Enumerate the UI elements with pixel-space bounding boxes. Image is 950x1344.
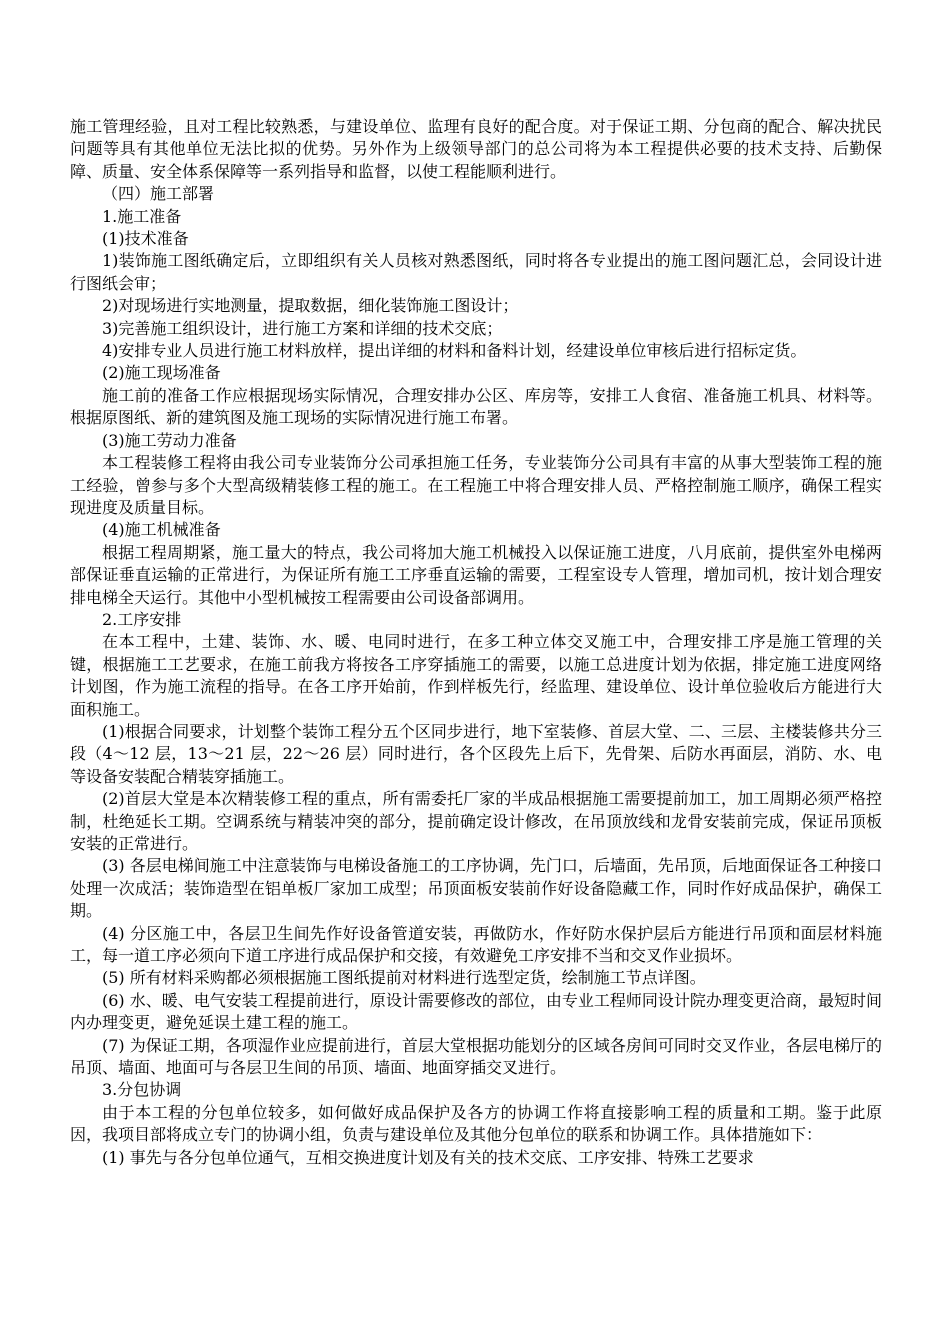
paragraph: (4) 分区施工中，各层卫生间先作好设备管道安装，再做防水，作好防水保护层后方能进行吊顶和面层材料施工，每一道工序必须向下道工序进行成品保护和交接，有效避免工序安排不当和交叉作业损坏。 xyxy=(70,923,882,966)
paragraph: 3.分包协调 xyxy=(102,1080,182,1100)
paragraph: 1.施工准备 xyxy=(102,206,182,226)
paragraph: 2.工序安排 xyxy=(102,609,182,629)
paragraph: 由于本工程的分包单位较多，如何做好成品保护及各方的协调工作将直接影响工程的质量和工期。鉴于此原因，我项目部将成立专门的协调小组，负责与建设单位及其他分包单位的联系和协调工作。具体措施如下： xyxy=(70,1102,882,1145)
paragraph: (1)技术准备 xyxy=(102,229,189,249)
paragraph: 本工程装修工程将由我公司专业装饰分公司承担施工任务，专业装饰分公司具有丰富的从事大型装饰工程的施工经验，曾参与多个大型高级精装修工程的施工。在工程施工中将合理安排人员、严格控制施工顺序，确保工程实现进度及质量目标。 xyxy=(70,453,882,517)
paragraph: (7) 为保证工期，各项湿作业应提前进行，首层大堂根据功能划分的区域各房间可同时交叉作业，各层电梯厅的吊顶、墙面、地面可与各层卫生间的吊顶、墙面、地面穿插交叉进行。 xyxy=(70,1035,882,1078)
document-body xyxy=(70,116,882,1169)
paragraph: 根据工程周期紧，施工量大的特点，我公司将加大施工机械投入以保证施工进度，八月底前，提供室外电梯两部保证垂直运输的正常进行，为保证所有施工工序垂直运输的需要，工程室设专人管理，增加司机，按计划合理安排电梯全天运行。其他中小型机械按工程需要由公司设备部调用。 xyxy=(70,542,882,607)
paragraph: 施工前的准备工作应根据现场实际情况，合理安排办公区、库房等，安排工人食宿、准备施工机具、材料等。根据原图纸、新的建筑图及施工现场的实际情况进行施工布署。 xyxy=(70,385,882,428)
paragraph: (2)首层大堂是本次精装修工程的重点，所有需委托厂家的半成品根据施工需要提前加工，加工周期必须严格控制，杜绝延长工期。空调系统与精装冲突的部分，提前确定设计修改，在吊顶放线和龙骨安装前完成，保证吊顶板安装的正常进行。 xyxy=(70,789,882,853)
paragraph: (1)根据合同要求，计划整个装饰工程分五个区同步进行，地下室装修、首层大堂、二、三层、主楼装修共分三段（4～12 层，13～21 层，22～26 层）同时进行，各个区段先上后下，先骨架、后防水再面层，消防、水、电等设备安装配合精装穿插施工。 xyxy=(70,721,882,786)
paragraph: 在本工程中，土建、装饰、水、暖、电同时进行，在多工种立体交叉施工中，合理安排工序是施工管理的关键，根据施工工艺要求，在施工前我方将按各工序穿插施工的需要，以施工总进度计划为依据，排定施工进度网络计划图，作为施工流程的指导。在各工序开始前，作到样板先行，经监理、建设单位、设计单位验收后方能进行大面积施工。 xyxy=(70,632,882,719)
paragraph: 施工管理经验，且对工程比较熟悉，与建设单位、监理有良好的配合度。对于保证工期、分包商的配合、解决扰民问题等具有其他单位无法比拟的优势。另外作为上级领导部门的总公司将为本工程提供必要的技术支持、后勤保障、质量、安全体系保障等一系列指导和监督，以使工程能顺利进行。 xyxy=(70,117,882,181)
paragraph: (6) 水、暖、电气安装工程提前进行，原设计需要修改的部位，由专业工程师同设计院办理变更洽商，最短时间内办理变更，避免延误土建工程的施工。 xyxy=(70,990,882,1033)
paragraph: (3)施工劳动力准备 xyxy=(102,430,237,450)
paragraph: 1)装饰施工图纸确定后，立即组织有关人员核对熟悉图纸，同时将各专业提出的施工图问题汇总，会同设计进行图纸会审； xyxy=(70,251,882,293)
paragraph: (4)施工机械准备 xyxy=(102,520,221,540)
paragraph: (2)施工现场准备 xyxy=(102,363,221,383)
paragraph: (1) 事先与各分包单位通气，互相交换进度计划及有关的技术交底、工序安排、特殊工艺要求 xyxy=(102,1147,754,1167)
paragraph: 4)安排专业人员进行施工材料放样，提出详细的材料和备料计划，经建设单位审核后进行招标定货。 xyxy=(102,341,807,361)
paragraph: (5) 所有材料采购都必须根据施工图纸提前对材料进行选型定货，绘制施工节点详图。 xyxy=(102,968,706,988)
paragraph: 3)完善施工组织设计，进行施工方案和详细的技术交底； xyxy=(102,318,503,338)
paragraph: 2)对现场进行实地测量，提取数据，细化装饰施工图设计； xyxy=(102,296,519,316)
paragraph: (3) 各层电梯间施工中注意装饰与电梯设备施工的工序协调，先门口，后墙面，先吊顶，后地面保证各工种接口处理一次成活；装饰造型在铝单板厂家加工成型；吊顶面板安装前作好设备隐藏工作，同时作好成品保护，确保工期。 xyxy=(70,856,882,921)
paragraph: （四）施工部署 xyxy=(102,184,215,204)
